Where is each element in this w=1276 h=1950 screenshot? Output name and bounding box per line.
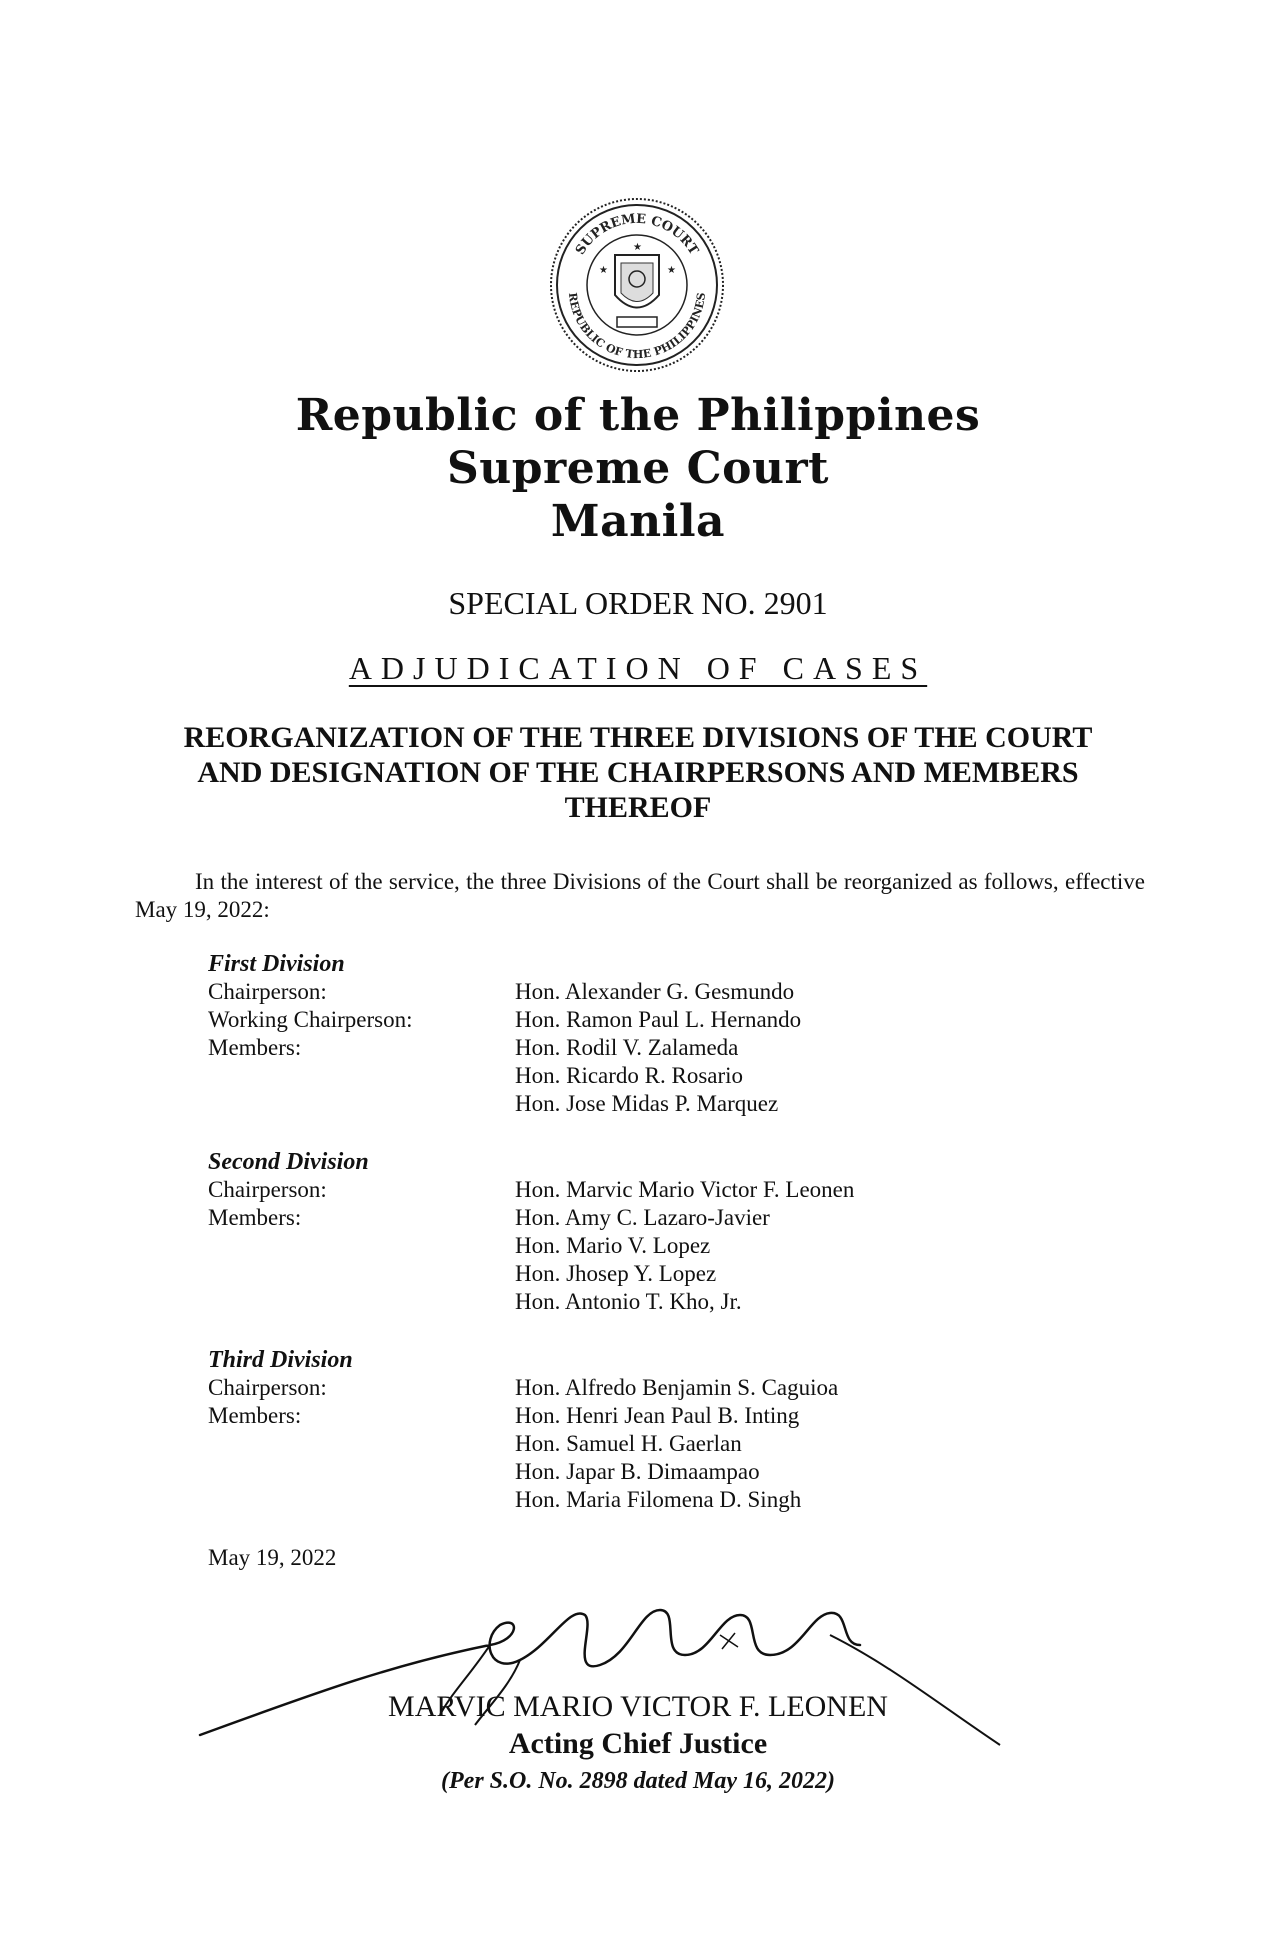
justice-name: Hon. Ricardo R. Rosario bbox=[515, 1063, 744, 1088]
svg-text:★: ★ bbox=[667, 265, 676, 276]
justice-name: Hon. Alfredo Benjamin S. Caguioa bbox=[515, 1375, 839, 1400]
order-subject-text: ADJUDICATION OF CASES bbox=[348, 650, 928, 686]
division-row bbox=[208, 1430, 1108, 1458]
justice-name: Hon. Marvic Mario Victor F. Leonen bbox=[515, 1177, 855, 1202]
justice-name: Hon. Alexander G. Gesmundo bbox=[515, 979, 795, 1004]
division-row bbox=[208, 1374, 1108, 1402]
role-label bbox=[208, 1062, 515, 1090]
role-label: Chairperson: bbox=[208, 979, 327, 1004]
role-label bbox=[208, 1288, 515, 1316]
division-heading: Third Division bbox=[208, 1347, 353, 1373]
signatory-title: Acting Chief Justice bbox=[508, 1727, 768, 1760]
role-label: Chairperson: bbox=[208, 1375, 327, 1400]
division-heading: First Division bbox=[208, 951, 345, 977]
division-row bbox=[208, 1176, 1108, 1204]
justice-name: Hon. Henri Jean Paul B. Inting bbox=[515, 1403, 800, 1428]
division-row bbox=[208, 1062, 1108, 1090]
division-row bbox=[208, 1458, 1108, 1486]
seal-bottom-text: REPUBLIC OF THE PHILIPPINES bbox=[565, 291, 709, 362]
role-label: Members: bbox=[208, 1403, 302, 1428]
justice-name: Hon. Maria Filomena D. Singh bbox=[515, 1487, 802, 1512]
justice-name: Hon. Antonio T. Kho, Jr. bbox=[515, 1289, 742, 1314]
division-row bbox=[208, 1288, 1108, 1316]
header-supreme-court: Supreme Court bbox=[447, 443, 829, 494]
signatory-note: (Per S.O. No. 2898 dated May 16, 2022) bbox=[441, 1768, 835, 1794]
division-row bbox=[208, 1204, 1108, 1232]
justice-name: Hon. Jose Midas P. Marquez bbox=[515, 1091, 779, 1116]
role-label bbox=[208, 1430, 515, 1458]
role-label bbox=[208, 1260, 515, 1288]
header-republic: Republic of the Philippines bbox=[295, 390, 981, 441]
role-label: Members: bbox=[208, 1035, 302, 1060]
role-label: Chairperson: bbox=[208, 1177, 327, 1202]
role-label: Working Chairperson: bbox=[208, 1007, 413, 1032]
division-heading: Second Division bbox=[208, 1149, 369, 1175]
justice-name: Hon. Samuel H. Gaerlan bbox=[515, 1431, 742, 1456]
role-label bbox=[208, 1232, 515, 1260]
justice-name: Hon. Jhosep Y. Lopez bbox=[515, 1261, 717, 1286]
justice-name: Hon. Japar B. Dimaampao bbox=[515, 1459, 760, 1484]
role-label: Members: bbox=[208, 1205, 302, 1230]
division-row bbox=[208, 1486, 1108, 1514]
order-date: May 19, 2022 bbox=[208, 1545, 337, 1570]
division-row bbox=[208, 978, 1108, 1006]
role-label bbox=[208, 1458, 515, 1486]
svg-text:★: ★ bbox=[633, 242, 642, 253]
division-row bbox=[208, 1090, 1108, 1118]
order-number: SPECIAL ORDER NO. 2901 bbox=[448, 585, 828, 621]
intro-paragraph: In the interest of the service, the three Divisions of the Court shall be reorganized as follows, effective May 19, 2022: bbox=[135, 869, 1145, 922]
signatory-name: MARVIC MARIO VICTOR F. LEONEN bbox=[388, 1690, 888, 1723]
division-row bbox=[208, 1402, 1108, 1430]
role-label bbox=[208, 1090, 515, 1118]
justice-name: Hon. Ramon Paul L. Hernando bbox=[515, 1007, 802, 1032]
division-row bbox=[208, 1006, 1108, 1034]
second-division bbox=[208, 1148, 1108, 1316]
division-row bbox=[208, 1260, 1108, 1288]
third-division bbox=[208, 1346, 1108, 1514]
justice-name: Hon. Mario V. Lopez bbox=[515, 1233, 711, 1258]
svg-text:★: ★ bbox=[599, 265, 608, 276]
role-label bbox=[208, 1486, 515, 1514]
supreme-court-seal bbox=[547, 195, 727, 375]
order-title: REORGANIZATION OF THE THREE DIVISIONS OF THE COURT AND DESIGNATION OF THE CHAIRPERSONS AND MEMBERS THEREOF bbox=[183, 721, 1093, 824]
justice-name: Hon. Amy C. Lazaro-Javier bbox=[515, 1205, 770, 1230]
division-row bbox=[208, 1034, 1108, 1062]
justice-name: Hon. Rodil V. Zalameda bbox=[515, 1035, 739, 1060]
first-division bbox=[208, 950, 1108, 1118]
header-manila: Manila bbox=[550, 496, 726, 547]
order-subject bbox=[0, 650, 1276, 687]
seal-top-text: SUPREME COURT bbox=[572, 211, 702, 258]
division-row bbox=[208, 1232, 1108, 1260]
